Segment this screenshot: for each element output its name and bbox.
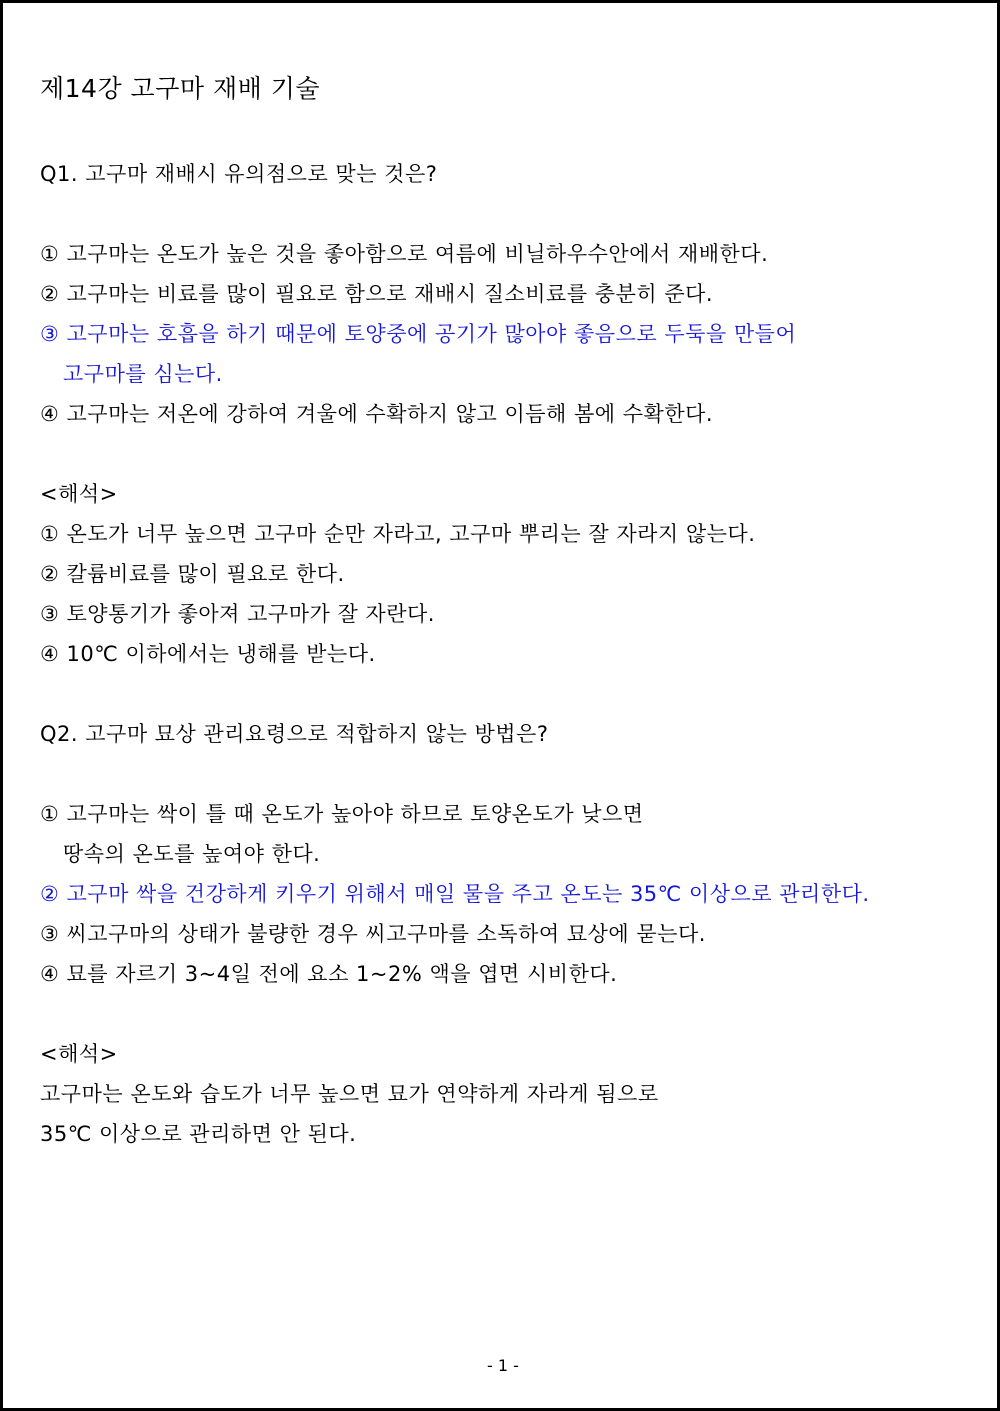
q1-explanation-2: ② 칼륨비료를 많이 필요로 한다.	[40, 562, 345, 586]
q2-option-4: ④ 묘를 자르기 3~4일 전에 요소 1~2% 액을 엽면 시비한다.	[40, 962, 618, 986]
q1-option-1: ① 고구마는 온도가 높은 것을 좋아함으로 여름에 비닐하우수안에서 재배한다.	[40, 242, 769, 266]
q2-option-3: ③ 씨고구마의 상태가 불량한 경우 씨고구마를 소독하여 묘상에 묻는다.	[40, 922, 706, 946]
q2-explanation-2: 35℃ 이상으로 관리하면 안 된다.	[40, 1122, 357, 1146]
q1-explanation-4: ④ 10℃ 이하에서는 냉해를 받는다.	[40, 642, 376, 666]
q1-explanation-header: <해석>	[40, 482, 118, 506]
q1-explanation-1: ① 온도가 너무 높으면 고구마 순만 자라고, 고구마 뿌리는 잘 자라지 않는다.	[40, 522, 756, 546]
q1-option-3-continued: 고구마를 심는다.	[63, 362, 223, 386]
q1-option-2: ② 고구마는 비료를 많이 필요로 함으로 재배시 질소비료를 충분히 준다.	[40, 282, 714, 306]
q2-option-1: ① 고구마는 싹이 틀 때 온도가 높아야 하므로 토양온도가 낮으면	[40, 802, 644, 826]
q2-explanation-header: <해석>	[40, 1042, 118, 1066]
page-number: - 1 -	[487, 1356, 519, 1375]
q2-option-2-correct: ② 고구마 싹을 건강하게 키우기 위해서 매일 물을 주고 온도는 35℃ 이상으로 관리한다.	[40, 882, 870, 906]
question-1: Q1. 고구마 재배시 유의점으로 맞는 것은?	[40, 162, 438, 186]
q1-option-3-correct: ③ 고구마는 호흡을 하기 때문에 토양중에 공기가 많아야 좋음으로 두둑을 만들어	[40, 322, 797, 346]
page-title: 제14강 고구마 재배 기술	[40, 74, 321, 103]
q1-option-4: ④ 고구마는 저온에 강하여 겨울에 수확하지 않고 이듬해 봄에 수확한다.	[40, 402, 714, 426]
question-2: Q2. 고구마 묘상 관리요령으로 적합하지 않는 방법은?	[40, 722, 549, 746]
q2-option-1-continued: 땅속의 온도를 높여야 한다.	[63, 842, 321, 866]
q2-explanation-1: 고구마는 온도와 습도가 너무 높으면 묘가 연약하게 자라게 됨으로	[40, 1082, 659, 1106]
q1-explanation-3: ③ 토양통기가 좋아져 고구마가 잘 자란다.	[40, 602, 435, 626]
